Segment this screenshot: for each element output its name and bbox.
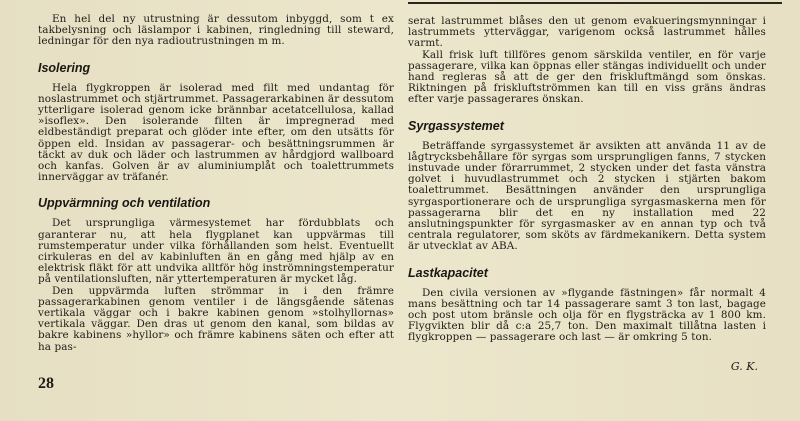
author-signature: G. K. (730, 360, 758, 373)
section-heading-syrgassystemet: Syrgassystemet (408, 118, 504, 133)
page-number: 28 (38, 375, 54, 392)
uppvarmning-paragraph-2: Den uppvärmda luften strömmar in i den främre passagerarkabinen genom ventiler i de längsgående sätenas vertikala väggar och i bakre kabinen genom »stolhyllornas» vertikala väggar. Den dras ut genom den kanal, som bildas av bakre kabinens »hyllor» och främre kabinens säten och efter att ha pas- (38, 284, 394, 353)
frisk-luft-paragraph: Kall frisk luft tillföres genom särskilda ventiler, en för varje passagerare, vilka kan öppnas eller stängas individuellt och under hand regleras så att de ger den friskluftmängd som önskas. Riktningen på friskluftströmmen kan till en viss gräns ändras efter varje passagerares önskan. (408, 48, 766, 106)
left-column (38, 14, 394, 353)
continued-paragraph: serat lastrummet blåses den ut genom evakueringsmynningar i lastrummets ytterväggar, varigenom också lastrummet hålles varmt. (408, 15, 766, 50)
isolering-paragraph: Hela flygkroppen är isolerad med filt med undantag för noslastrummet och stjärtrummet. Passagerarkabinen är dessutom ytterligare isolerad genom icke brännbar acetatcellulosa, kallad »isoflex». Den isolerande filten är impregnerad med eldbeständigt preparat och glöder inte efter, om den utsätts för öppen eld. Insidan av passagerar- och besättningsrummen är täckt av duk och läder och lastrummen av hårdgjord wallboard och kanfas. Golven är av aluminiumplåt och toalettrummets innerväggar av träfanér. (38, 81, 394, 184)
lastkapacitet-paragraph: Den civila versionen av »flygande fästningen» får normalt 4 mans besättning och tar 14 passagerare samt 3 ton last, bagage och post utom bränsle och olja för en flygsträcka av 1 800 km. Flygvikten blir då c:a 25,7 ton. Den maximalt tillåtna lasten i flygkroppen — passagerare och last — är omkring 5 ton. (408, 286, 766, 344)
section-heading-lastkapacitet: Lastkapacitet (408, 265, 488, 280)
top-rule (408, 2, 782, 4)
intro-paragraph: En hel del ny utrustning är dessutom inbyggd, som t ex takbelysning och läslampor i kabinen, ringledning till steward, ledningar för den nya radioutrustningen m m. (38, 13, 394, 48)
syrgas-paragraph: Beträffande syrgassystemet är avsikten att använda 11 av de lågtrycksbehållare för syrgas som ursprungligen fanns, 7 stycken instuvade under förarrummet, 2 stycken under det fasta vänstra golvet i huvudlastrummet och 2 stycken i stjärten bakom toalettrummet. Besättningen använder den ursprungliga syrgasportionerare och de ursprungliga syrgasmaskerna men för passagerarna blir det en ny installation med 22 anslutningspunkter för syrgasmasker av en annan typ och två centrala regulatorer, som sköts av färdmekanikern. Detta system är utvecklat av ABA. (408, 139, 766, 253)
uppvarmning-paragraph-1: Det ursprungliga värmesystemet har fördubblats och garanterar nu, att hela flygplanet kan uppvärmas till rumstemperatur under vilka förhållanden som helst. Eventuellt cirkuleras en del av kabinluften än en gång med hjälp av en elektrisk fläkt för att undvika alltför hög inströmningstemperatur på ventilationsluften, när yttertemperaturen är mycket låg. (38, 217, 394, 286)
right-column (408, 16, 766, 344)
section-heading-uppvarmning: Uppvärmning och ventilation (38, 196, 211, 211)
section-heading-isolering: Isolering (38, 60, 91, 75)
